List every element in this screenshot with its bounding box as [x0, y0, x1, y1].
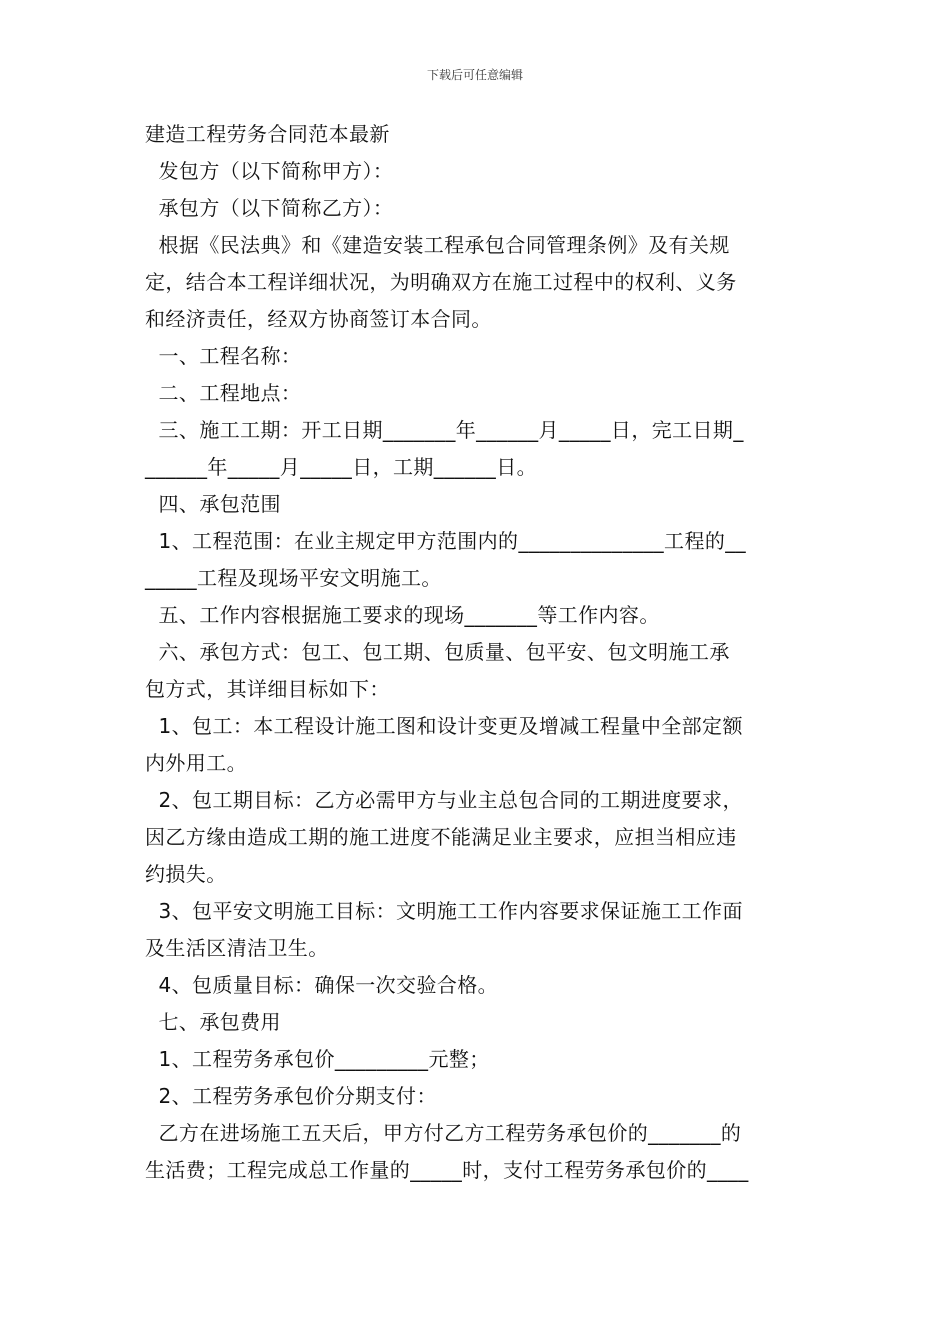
scope-line: 1、工程范围：在业主规定甲方范围内的______________工程的__ [145, 529, 747, 553]
cost-line: 1、工程劳务承包价_________元整； [145, 1047, 490, 1071]
schedule-line: ______年_____月_____日，工期______日。 [145, 455, 537, 479]
preamble-line: 定，结合本工程详细状况，为明确双方在施工过程中的权利、义务 [145, 270, 737, 294]
cost-heading: 七、承包费用 [145, 1010, 281, 1034]
document-title: 建造工程劳务合同范本最新 [145, 122, 390, 146]
safety-target-line: 3、包平安文明施工目标：文明施工工作内容要求保证施工工作面 [145, 899, 743, 923]
preamble-line: 根据《民法典》和《建造安装工程承包合同管理条例》及有关规 [145, 233, 730, 257]
party-a-line: 发包方（以下简称甲方）： [145, 159, 394, 183]
party-b-line: 承包方（以下简称乙方）： [145, 196, 394, 220]
contract-mode-line: 包方式，其详细目标如下： [145, 677, 390, 701]
scope-line: _____工程及现场平安文明施工。 [145, 566, 442, 590]
page-header: 下载后可任意编辑 [426, 68, 523, 82]
scope-heading: 四、承包范围 [145, 492, 281, 516]
payment-line: 乙方在进场施工五天后，甲方付乙方工程劳务承包价的_______的 [145, 1121, 742, 1145]
schedule-line: 三、施工工期：开工日期_______年______月_____日，完工日期_ [145, 418, 744, 442]
schedule-target-line: 因乙方缘由造成工期的施工进度不能满足业主要求，应担当相应违 [145, 825, 737, 849]
labor-target-line: 1、包工：本工程设计施工图和设计变更及增减工程量中全部定额 [145, 714, 743, 738]
schedule-target-line: 约损失。 [145, 862, 227, 886]
preamble-line: 和经济责任，经双方协商签订本合同。 [145, 307, 492, 331]
project-name-line: 一、工程名称： [145, 344, 302, 368]
cost-line: 2、工程劳务承包价分期支付： [145, 1084, 437, 1108]
work-content-line: 五、工作内容根据施工要求的现场_______等工作内容。 [145, 603, 660, 627]
quality-target-line: 4、包质量目标：确保一次交验合格。 [145, 973, 499, 997]
project-location-line: 二、工程地点： [145, 381, 302, 405]
contract-mode-line: 六、承包方式：包工、包工期、包质量、包平安、包文明施工承 [145, 640, 730, 664]
safety-target-line: 及生活区清洁卫生。 [145, 936, 329, 960]
payment-line: 生活费；工程完成总工作量的_____时，支付工程劳务承包价的____ [145, 1158, 749, 1182]
labor-target-line: 内外用工。 [145, 751, 247, 775]
schedule-target-line: 2、包工期目标：乙方必需甲方与业主总包合同的工期进度要求， [145, 788, 743, 812]
document-body [145, 116, 815, 1189]
